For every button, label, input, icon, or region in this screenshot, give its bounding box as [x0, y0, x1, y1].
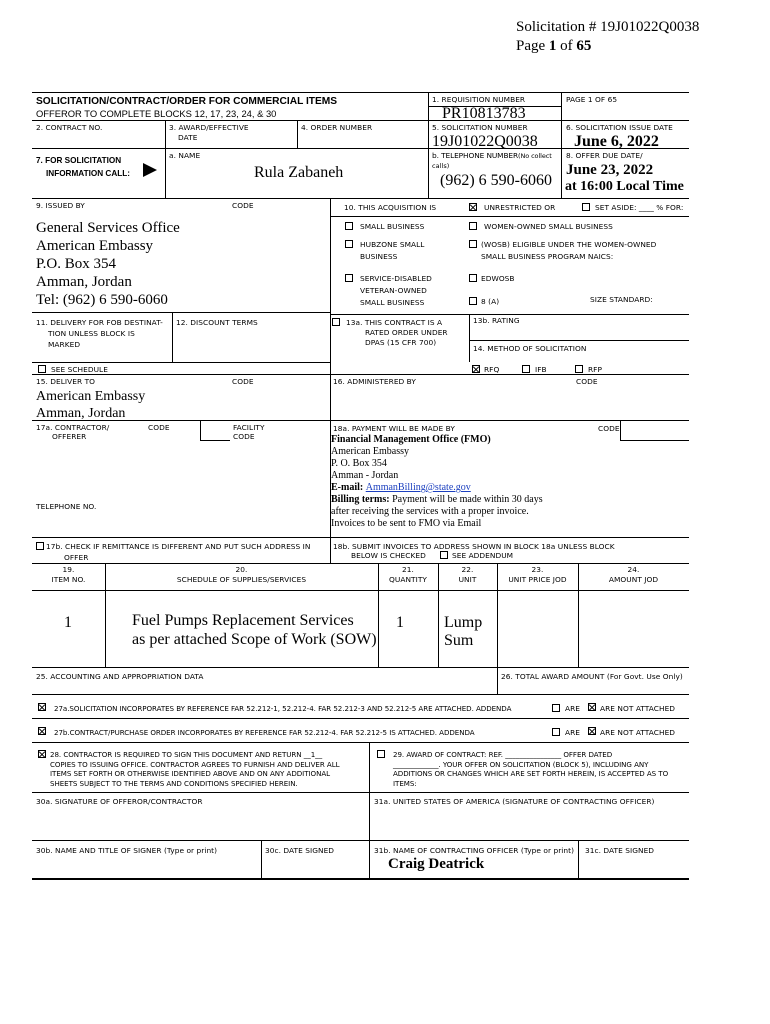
see-addendum-checkbox[interactable]: [440, 551, 448, 559]
unrestricted-label: UNRESTRICTED OR: [484, 203, 556, 212]
far-27a-are-not-checkbox[interactable]: [588, 703, 596, 711]
administered-by-label: 16. ADMINISTERED BY: [333, 377, 416, 386]
see-schedule-label: SEE SCHEDULE: [51, 365, 108, 374]
rfp-label: RFP: [588, 365, 602, 374]
contractor-code-label: CODE: [148, 423, 170, 432]
arrow-right-icon: [143, 163, 157, 177]
size-standard-label: SIZE STANDARD:: [590, 295, 653, 304]
rating-label: 13b. RATING: [473, 316, 520, 325]
set-aside-checkbox[interactable]: [582, 203, 590, 211]
contractor-label-2: OFFERER: [52, 432, 87, 441]
item-no-header: 19. ITEM NO.: [51, 565, 86, 584]
contact-name-value: Rula Zabaneh: [254, 164, 344, 181]
see-addendum-label: SEE ADDENDUM: [452, 551, 514, 560]
sdvosb-label-3: SMALL BUSINESS: [360, 298, 425, 307]
small-business-label: SMALL BUSINESS: [360, 222, 425, 231]
edwosb-label: EDWOSB: [481, 274, 515, 283]
contracting-officer-name-label: 31b. NAME OF CONTRACTING OFFICER (Type or print): [374, 846, 575, 855]
contractor-sign-text: 28. CONTRACTOR IS REQUIRED TO SIGN THIS DOCUMENT AND RETURN __1__ COPIES TO ISSUING OFFICE. CONTRACTOR AGREES TO FURNISH AND DELIVER ALL ITEMS SET FORTH OR OTHERWISE IDENTIFIED ABOVE AND ON ANY ADDITIONAL SHEETS SUBJECT TO THE TERMS AND CONDITIONS SPECIFIED HEREIN.: [50, 750, 340, 788]
set-aside-label: SET ASIDE: ____ % FOR:: [595, 203, 684, 212]
rated-order-label-3: DPAS (15 CFR 700): [365, 338, 437, 347]
telephone-number-value: (962) 6 590-6060: [440, 172, 552, 189]
info-call-label-2: INFORMATION CALL:: [46, 169, 130, 178]
far-27a-checkbox[interactable]: [38, 703, 46, 711]
ifb-checkbox[interactable]: [522, 365, 530, 373]
eight-a-checkbox[interactable]: [469, 297, 477, 305]
payment-email-link[interactable]: AmmanBilling@state.gov: [365, 482, 471, 493]
issue-date-value: June 6, 2022: [574, 133, 659, 150]
form-title: SOLICITATION/CONTRACT/ORDER FOR COMMERCIAL ITEMS: [36, 96, 338, 107]
wosb-label: WOMEN-OWNED SMALL BUSINESS: [484, 222, 613, 231]
rfq-checkbox[interactable]: [472, 365, 480, 373]
info-call-label-1: 7. FOR SOLICITATION: [36, 156, 122, 165]
order-number-label: 4. ORDER NUMBER: [301, 123, 373, 132]
requisition-number-value: PR10813783: [442, 105, 526, 122]
far-27a-are-not-label: ARE NOT ATTACHED: [600, 704, 676, 713]
contractor-label-1: 17a. CONTRACTOR/: [36, 423, 110, 432]
hubzone-label-2: BUSINESS: [360, 252, 398, 261]
fob-destination-label-2: TION UNLESS BLOCK IS: [48, 329, 135, 338]
far-27a-label: 27a.SOLICITATION INCORPORATES BY REFERENCE FAR 52.212-1, 52.212-4. FAR 52.212-3 AND 52.212-5 ARE ATTACHED. ADDENDA: [54, 704, 512, 713]
wosb-eligible-checkbox[interactable]: [469, 240, 477, 248]
sdvosb-label-1: SERVICE-DISABLED: [360, 274, 432, 283]
unit-price-header: 23. UNIT PRICE JOD: [508, 565, 567, 584]
remittance-checkbox[interactable]: [36, 542, 44, 550]
payment-by-label: 18a. PAYMENT WILL BE MADE BY: [333, 424, 455, 433]
facility-code-label-1: FACILITY: [233, 423, 265, 432]
wosb-eligible-label-1: (WOSB) ELIGIBLE UNDER THE WOMEN-OWNED: [481, 240, 657, 249]
contractor-sign-checkbox[interactable]: [38, 750, 46, 758]
deliver-to-address: American Embassy Amman, Jordan: [36, 389, 146, 421]
issue-date-label: 6. SOLICITATION ISSUE DATE: [566, 123, 673, 132]
rated-order-label-1: 13a. THIS CONTRACT IS A: [346, 318, 443, 327]
page-indicator: Page 1 of 65: [516, 38, 592, 54]
wosb-checkbox[interactable]: [469, 222, 477, 230]
discount-terms-label: 12. DISCOUNT TERMS: [176, 318, 258, 327]
eight-a-label: 8 (A): [481, 297, 500, 306]
item-quantity-value: 1: [396, 614, 404, 631]
fob-destination-label-1: 11. DELIVERY FOR FOB DESTINAT-: [36, 318, 163, 327]
far-27a-are-checkbox[interactable]: [552, 704, 560, 712]
billing-terms-2: after receiving the services with a proper invoice.: [331, 506, 529, 517]
far-27a-are-label: ARE: [565, 704, 581, 713]
small-business-checkbox[interactable]: [345, 222, 353, 230]
item-unit-value: Lump Sum: [444, 614, 483, 649]
accounting-data-label: 25. ACCOUNTING AND APPROPRIATION DATA: [36, 672, 204, 681]
award-date-label-2: DATE: [178, 133, 198, 142]
edwosb-checkbox[interactable]: [469, 274, 477, 282]
billing-terms-3: Invoices to be sent to FMO via Email: [331, 518, 482, 529]
sdvosb-label-2: VETERAN-OWNED: [360, 286, 427, 295]
award-of-contract-checkbox[interactable]: [377, 750, 385, 758]
page-of-label: PAGE 1 OF 65: [566, 95, 618, 104]
see-schedule-checkbox[interactable]: [38, 365, 46, 373]
offeror-date-signed-label: 30c. DATE SIGNED: [265, 846, 335, 855]
telephone-no-label: TELEPHONE NO.: [36, 502, 97, 511]
amount-header: 24. AMOUNT JOD: [608, 565, 659, 584]
far-27b-are-not-label: ARE NOT ATTACHED: [600, 728, 676, 737]
offer-due-date-label: 8. OFFER DUE DATE/: [566, 151, 643, 160]
solicitation-number-label: 5. SOLICITATION NUMBER: [432, 123, 528, 132]
contact-name-label: a. NAME: [169, 151, 201, 160]
telephone-number-label: b. TELEPHONE NUMBER(No collect: [432, 151, 552, 160]
requisition-number-label: 1. REQUISITION NUMBER: [432, 95, 526, 104]
far-27b-label: 27b.CONTRACT/PURCHASE ORDER INCORPORATES BY REFERENCE FAR 52.212-4. FAR 52.212-5 IS ATTACHED. ADDENDA: [54, 728, 475, 737]
submit-invoices-label-2: BELOW IS CHECKED: [351, 551, 426, 560]
contracting-officer-name-value: Craig Deatrick: [388, 856, 485, 872]
remittance-label-2: OFFER: [64, 553, 89, 562]
item-description: Fuel Pumps Replacement Services as per attached Scope of Work (SOW): [132, 612, 377, 648]
payment-code-label: CODE: [598, 424, 620, 433]
far-27b-are-not-checkbox[interactable]: [588, 727, 596, 735]
offeror-signature-label: 30a. SIGNATURE OF OFFEROR/CONTRACTOR: [36, 797, 203, 806]
method-of-solicitation-label: 14. METHOD OF SOLICITATION: [473, 344, 587, 353]
payment-email: E-mail: AmmanBilling@state.gov: [331, 482, 471, 493]
facility-code-label-2: CODE: [233, 432, 255, 441]
deliver-to-code-label: CODE: [232, 377, 254, 386]
administered-by-code-label: CODE: [576, 377, 598, 386]
far-27b-are-label: ARE: [565, 728, 581, 737]
remittance-label-1: 17b. CHECK IF REMITTANCE IS DIFFERENT AND PUT SUCH ADDRESS IN: [46, 542, 311, 551]
submit-invoices-label-1: 18b. SUBMIT INVOICES TO ADDRESS SHOWN IN BLOCK 18a UNLESS BLOCK: [333, 542, 615, 551]
item-number-value: 1: [64, 614, 72, 631]
deliver-to-label: 15. DELIVER TO: [36, 377, 96, 386]
solicitation-number-header: Solicitation # 19J01022Q0038: [516, 19, 700, 35]
unrestricted-checkbox[interactable]: [469, 203, 477, 211]
quantity-header: 21. QUANTITY: [389, 565, 427, 584]
signer-name-label: 30b. NAME AND TITLE OF SIGNER (Type or print): [36, 846, 218, 855]
form-subtitle: OFFEROR TO COMPLETE BLOCKS 12, 17, 23, 24, & 30: [36, 108, 277, 119]
officer-date-signed-label: 31c. DATE SIGNED: [585, 846, 655, 855]
far-27b-are-checkbox[interactable]: [552, 728, 560, 736]
issued-by-address: General Services Office American Embassy P.O. Box 354 Amman, Jordan Tel: (962) 6 590-6060: [36, 220, 180, 308]
rated-order-label-2: RATED ORDER UNDER: [365, 328, 448, 337]
far-27b-checkbox[interactable]: [38, 727, 46, 735]
schedule-header: 20. SCHEDULE OF SUPPLIES/SERVICES: [176, 565, 307, 584]
offer-due-date-value: June 23, 2022: [566, 162, 654, 178]
issued-by-label: 9. ISSUED BY: [36, 201, 85, 210]
fob-destination-label-3: MARKED: [48, 340, 81, 349]
billing-terms: Billing terms: Payment will be made within 30 days: [331, 494, 543, 505]
telephone-number-label-2: calls): [432, 162, 450, 170]
payment-address: American Embassy P. O. Box 354 Amman - Jordan: [331, 446, 410, 481]
total-award-label: 26. TOTAL AWARD AMOUNT (For Govt. Use Only): [501, 672, 683, 681]
solicitation-number-value: 19J01022Q0038: [432, 133, 538, 150]
wosb-eligible-label-2: SMALL BUSINESS PROGRAM NAICS:: [481, 252, 614, 261]
sdvosb-checkbox[interactable]: [345, 274, 353, 282]
payment-office-name: Financial Management Office (FMO): [331, 434, 491, 445]
issued-by-code-label: CODE: [232, 201, 254, 210]
contracting-officer-signature-label: 31a. UNITED STATES OF AMERICA (SIGNATURE OF CONTRACTING OFFICER): [374, 797, 655, 806]
acquisition-label: 10. THIS ACQUISITION IS: [344, 203, 437, 212]
rfp-checkbox[interactable]: [575, 365, 583, 373]
hubzone-label-1: HUBZONE SMALL: [360, 240, 425, 249]
offer-due-time-value: at 16:00 Local Time: [565, 179, 684, 194]
ifb-label: IFB: [535, 365, 547, 374]
contract-no-label: 2. CONTRACT NO.: [36, 123, 103, 132]
award-date-label-1: 3. AWARD/EFFECTIVE: [169, 123, 249, 132]
award-of-contract-text: 29. AWARD OF CONTRACT: REF. ________________ OFFER DATED _____________. YOUR OFFER ON SOLICITATION (BLOCK 5), INCLUDING ANY ADDITIONS OR CHANGES WHICH ARE SET FORTH HEREIN, IS ACCEPTED AS TO ITEMS:: [393, 750, 669, 788]
hubzone-checkbox[interactable]: [345, 240, 353, 248]
rfq-label: RFQ: [484, 365, 500, 374]
unit-header: 22. UNIT: [458, 565, 477, 584]
rated-order-checkbox[interactable]: [332, 318, 340, 326]
